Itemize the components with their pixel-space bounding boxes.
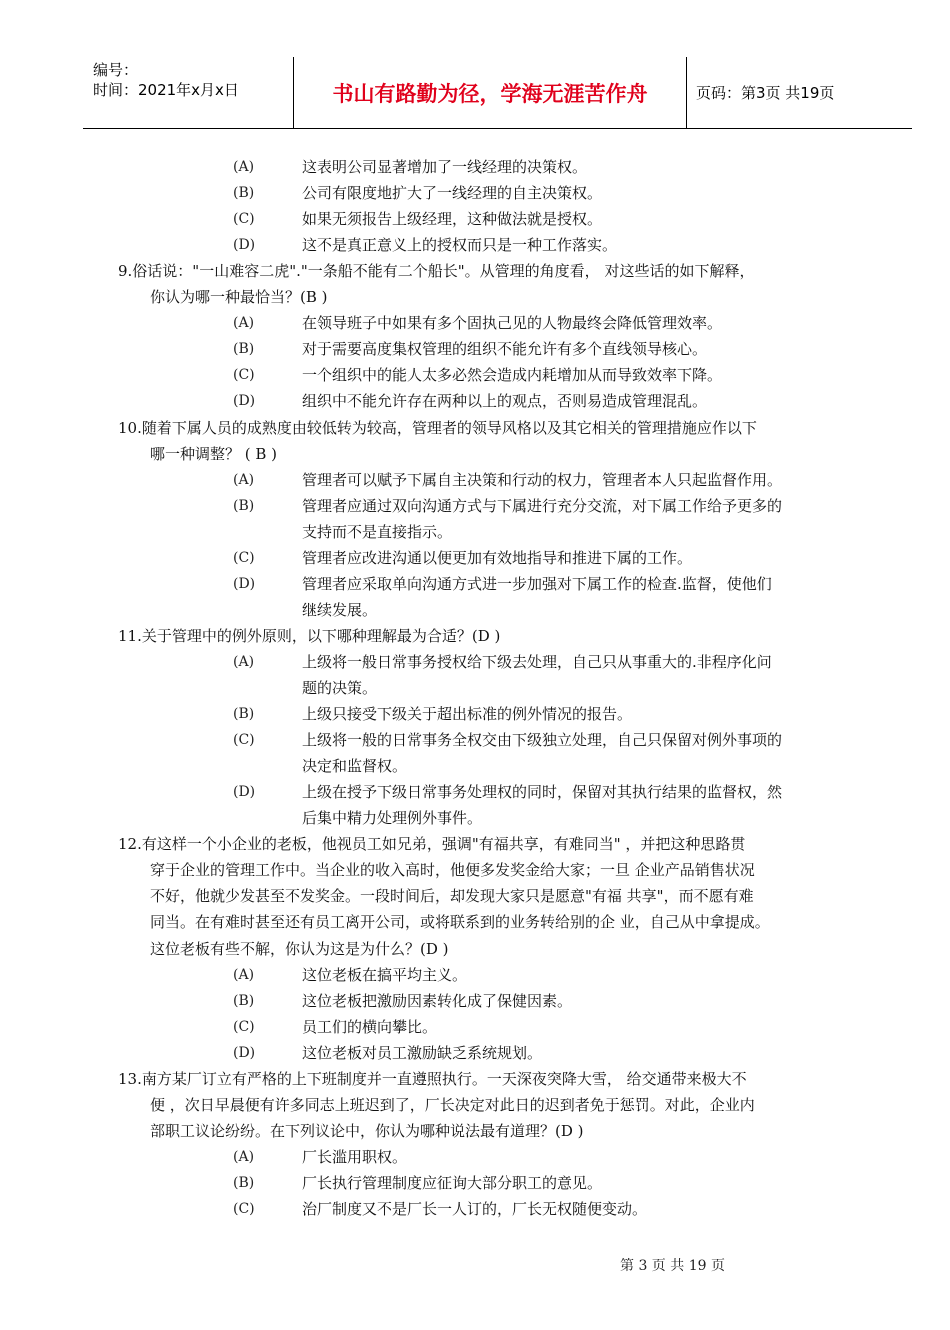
question-continuation — [0, 883, 950, 909]
option-continuation — [0, 675, 950, 701]
option-letter: (B) — [233, 498, 255, 514]
question-stem: 部职工议论纷纷。在下列议论中，你认为哪种说法最有道理？(D ) — [150, 1122, 584, 1140]
answer-option — [0, 310, 950, 336]
option-text: 继续发展。 — [302, 601, 378, 619]
question-stem: 10.随着下属人员的成熟度由较低转为较高，管理者的领导风格以及其它相关的管理措施应作以下 — [118, 419, 757, 437]
question-text — [0, 831, 950, 857]
answer-option — [0, 779, 950, 805]
answer-option — [0, 154, 950, 180]
question-stem: 穿于企业的管理工作中。当企业的收入高时，他便多发奖金给大家；一旦 企业产品销售状况 — [150, 861, 755, 879]
answer-option — [0, 1014, 950, 1040]
answer-option — [0, 180, 950, 206]
option-text: 上级只接受下级关于超出标准的例外情况的报告。 — [302, 705, 633, 723]
page-footer: 第 3 页 共 19 页 — [620, 1258, 725, 1274]
option-letter: (C) — [233, 1201, 255, 1217]
option-letter: (A) — [233, 1149, 255, 1165]
option-letter: (B) — [233, 993, 255, 1009]
option-text: 这位老板把激励因素转化成了保健因素。 — [302, 992, 573, 1010]
option-letter: (B) — [233, 706, 255, 722]
question-stem: 12.有这样一个小企业的老板，他视员工如兄弟，强调"有福共享，有难同当" ，并把这种思路贯 — [118, 835, 746, 853]
option-text: 这位老板对员工激励缺乏系统规划。 — [302, 1044, 543, 1062]
option-letter: (C) — [233, 211, 255, 227]
header-number-label: 编号： — [93, 61, 139, 79]
option-letter: (D) — [233, 1045, 256, 1061]
answer-option — [0, 232, 950, 258]
option-text: 员工们的横向攀比。 — [302, 1018, 438, 1036]
option-continuation — [0, 597, 950, 623]
option-letter: (A) — [233, 315, 255, 331]
option-continuation — [0, 805, 950, 831]
option-text: 这位老板在搞平均主义。 — [302, 966, 468, 984]
option-text: 这表明公司显著增加了一线经理的决策权。 — [302, 158, 588, 176]
answer-option — [0, 206, 950, 232]
option-letter: (C) — [233, 732, 255, 748]
answer-option — [0, 1040, 950, 1066]
answer-option — [0, 1170, 950, 1196]
option-letter: (D) — [233, 784, 256, 800]
answer-option — [0, 962, 950, 988]
option-text: 支持而不是直接指示。 — [302, 523, 453, 541]
question-continuation — [0, 284, 950, 310]
question-continuation — [0, 857, 950, 883]
option-letter: (A) — [233, 472, 255, 488]
option-text: 厂长滥用职权。 — [302, 1148, 408, 1166]
option-text: 题的决策。 — [302, 679, 378, 697]
option-text: 上级将一般的日常事务全权交由下级独立处理，自己只保留对例外事项的 — [302, 731, 783, 749]
question-stem: 13.南方某厂订立有严格的上下班制度并一直遵照执行。一天深夜突降大雪， 给交通带来极大不 — [118, 1070, 747, 1088]
answer-option — [0, 545, 950, 571]
option-letter: (C) — [233, 550, 255, 566]
header-meta — [93, 60, 239, 100]
option-text: 一个组织中的能人太多必然会造成内耗增加从而导致效率下降。 — [302, 366, 723, 384]
option-letter: (A) — [233, 654, 255, 670]
option-text: 治厂制度又不是厂长一人订的，厂长无权随便变动。 — [302, 1200, 648, 1218]
option-letter: (B) — [233, 341, 255, 357]
option-text: 这不是真正意义上的授权而只是一种工作落实。 — [302, 236, 618, 254]
option-text: 厂长执行管理制度应征询大部分职工的意见。 — [302, 1174, 603, 1192]
option-letter: (D) — [233, 576, 256, 592]
option-text: 组织中不能允许存在两种以上的观点，否则易造成管理混乱。 — [302, 392, 708, 410]
answer-option — [0, 727, 950, 753]
question-continuation — [0, 936, 950, 962]
answer-option — [0, 701, 950, 727]
option-continuation — [0, 753, 950, 779]
answer-option — [0, 649, 950, 675]
option-letter: (D) — [233, 393, 256, 409]
question-stem: 11.关于管理中的例外原则，以下哪种理解最为合适？(D ) — [118, 627, 501, 645]
answer-option — [0, 988, 950, 1014]
option-text: 上级在授予下级日常事务处理权的同时，保留对其执行结果的监督权，然 — [302, 783, 783, 801]
option-letter: (A) — [233, 159, 255, 175]
option-letter: (D) — [233, 237, 256, 253]
option-letter: (C) — [233, 1019, 255, 1035]
answer-option — [0, 571, 950, 597]
question-stem: 同当。在有难时甚至还有员工离开公司，或将联系到的业务转给别的企 业，自己从中拿提成。 — [150, 913, 770, 931]
option-text: 如果无须报告上级经理，这种做法就是授权。 — [302, 210, 603, 228]
option-letter: (C) — [233, 367, 255, 383]
answer-option — [0, 493, 950, 519]
question-stem: 你认为哪一种最恰当？(B ) — [150, 288, 328, 306]
document-header — [83, 57, 912, 129]
option-letter: (A) — [233, 967, 255, 983]
option-text: 对于需要高度集权管理的组织不能允许有多个直线领导核心。 — [302, 340, 708, 358]
question-continuation — [0, 441, 950, 467]
header-page-info: 页码：第3页 共19页 — [696, 84, 835, 102]
option-continuation — [0, 519, 950, 545]
question-text — [0, 415, 950, 441]
option-text: 在领导班子中如果有多个固执己见的人物最终会降低管理效率。 — [302, 314, 723, 332]
option-text: 管理者应采取单向沟通方式进一步加强对下属工作的检查.监督，使他们 — [302, 575, 772, 593]
header-motto: 书山有路勤为径，学海无涯苦作舟 — [332, 81, 648, 106]
question-stem: 便 ，次日早晨便有许多同志上班迟到了，厂长决定对此日的迟到者免于惩罚。对此，企业内 — [150, 1096, 755, 1114]
question-stem: 这位老板有些不解，你认为这是为什么？(D ) — [150, 940, 449, 958]
answer-option — [0, 467, 950, 493]
question-stem: 哪一种调整？ ( B ) — [150, 445, 278, 463]
option-letter: (B) — [233, 1175, 255, 1191]
question-continuation — [0, 1092, 950, 1118]
question-text — [0, 258, 950, 284]
option-text: 管理者应通过双向沟通方式与下属进行充分交流，对下属工作给予更多的 — [302, 497, 783, 515]
option-letter: (B) — [233, 185, 255, 201]
question-text — [0, 1066, 950, 1092]
answer-option — [0, 1196, 950, 1222]
option-text: 公司有限度地扩大了一线经理的自主决策权。 — [302, 184, 603, 202]
question-stem: 不好，他就少发甚至不发奖金。一段时间后，却发现大家只是愿意"有福 共享"，而不愿有难 — [150, 887, 754, 905]
option-text: 决定和监督权。 — [302, 757, 408, 775]
question-text — [0, 623, 950, 649]
option-text: 后集中精力处理例外事件。 — [302, 809, 483, 827]
question-continuation — [0, 909, 950, 935]
header-time-label: 时间：2021年x月x日 — [93, 81, 239, 99]
answer-option — [0, 362, 950, 388]
answer-option — [0, 388, 950, 414]
option-text: 管理者应改进沟通以便更加有效地指导和推进下属的工作。 — [302, 549, 693, 567]
option-text: 管理者可以赋予下属自主决策和行动的权力，管理者本人只起监督作用。 — [302, 471, 783, 489]
question-continuation — [0, 1118, 950, 1144]
answer-option — [0, 1144, 950, 1170]
option-text: 上级将一般日常事务授权给下级去处理，自己只从事重大的.非程序化问 — [302, 653, 772, 671]
answer-option — [0, 336, 950, 362]
question-stem: 9.俗话说："一山难容二虎"."一条船不能有二个船长"。从管理的角度看， 对这些话的如下解释， — [118, 262, 755, 280]
